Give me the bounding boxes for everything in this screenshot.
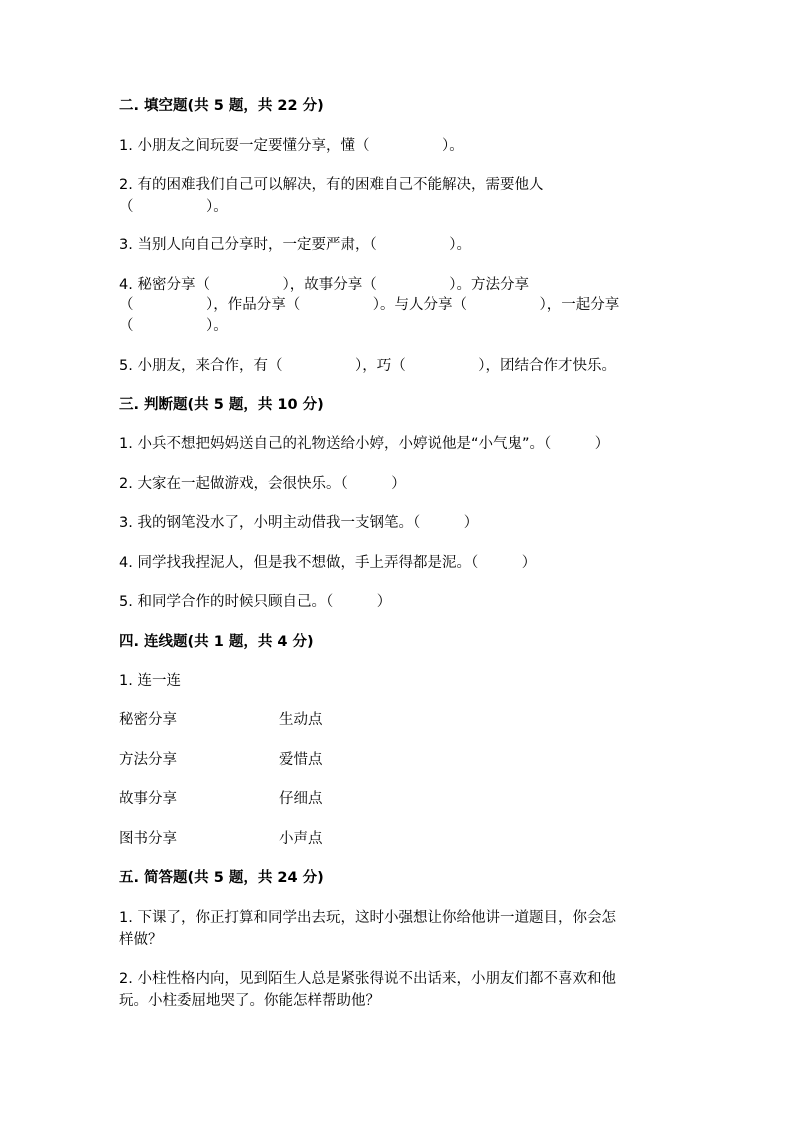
true-false-question-3: 3. 我的钢笔没水了，小明主动借我一支钢笔。（ ） [119,515,479,531]
fill-blank-question-2-cont: （ ）。 [119,199,228,215]
matching-left-item: 方法分享 [119,752,177,768]
matching-right-item: 生动点 [279,712,323,728]
true-false-heading: 三. 判断题(共 5 题，共 10 分) [119,397,324,413]
true-false-question-2: 2. 大家在一起做游戏，会很快乐。（ ） [119,476,406,492]
matching-prompt: 1. 连一连 [119,673,181,689]
matching-right-item: 小声点 [279,831,323,847]
fill-blank-question-3: 3. 当别人向自己分享时，一定要严肃，（ ）。 [119,237,471,253]
fill-blank-question-5: 5. 小朋友，来合作，有（ ），巧（ ），团结合作才快乐。 [119,358,616,374]
true-false-question-4: 4. 同学找我捏泥人，但是我不想做，手上弄得都是泥。（ ） [119,555,537,571]
fill-blank-question-4-cont2: （ ）。 [119,318,228,334]
short-answer-heading: 五. 简答题(共 5 题，共 24 分) [119,870,324,886]
fill-blank-question-1: 1. 小朋友之间玩耍一定要懂分享，懂（ ）。 [119,138,464,154]
fill-blank-heading: 二. 填空题(共 5 题，共 22 分) [119,98,324,114]
matching-left-item: 图书分享 [119,831,177,847]
fill-blank-question-4-cont: （ ），作品分享（ ）。与人分享（ ），一起分享 [119,297,620,313]
fill-blank-question-2: 2. 有的困难我们自己可以解决，有的困难自己不能解决，需要他人 [119,177,544,193]
matching-heading: 四. 连线题(共 1 题，共 4 分) [119,634,314,650]
short-answer-question-1: 1. 下课了，你正打算和同学出去玩，这时小强想让你给他讲一道题目，你会怎 [119,910,616,926]
matching-right-item: 仔细点 [279,791,323,807]
fill-blank-question-4: 4. 秘密分享（ ），故事分享（ ）。方法分享 [119,277,529,293]
true-false-question-5: 5. 和同学合作的时候只顾自己。（ ） [119,594,392,610]
short-answer-question-2-cont: 玩。小柱委屈地哭了。你能怎样帮助他？ [119,993,380,1009]
short-answer-question-1-cont: 样做？ [119,932,163,948]
matching-left-item: 秘密分享 [119,712,177,728]
matching-right-item: 爱惜点 [279,752,323,768]
matching-left-item: 故事分享 [119,791,177,807]
short-answer-question-2: 2. 小柱性格内向，见到陌生人总是紧张得说不出话来，小朋友们都不喜欢和他 [119,971,616,987]
true-false-question-1: 1. 小兵不想把妈妈送自己的礼物送给小婷，小婷说他是“小气鬼”。（ ） [119,436,610,452]
